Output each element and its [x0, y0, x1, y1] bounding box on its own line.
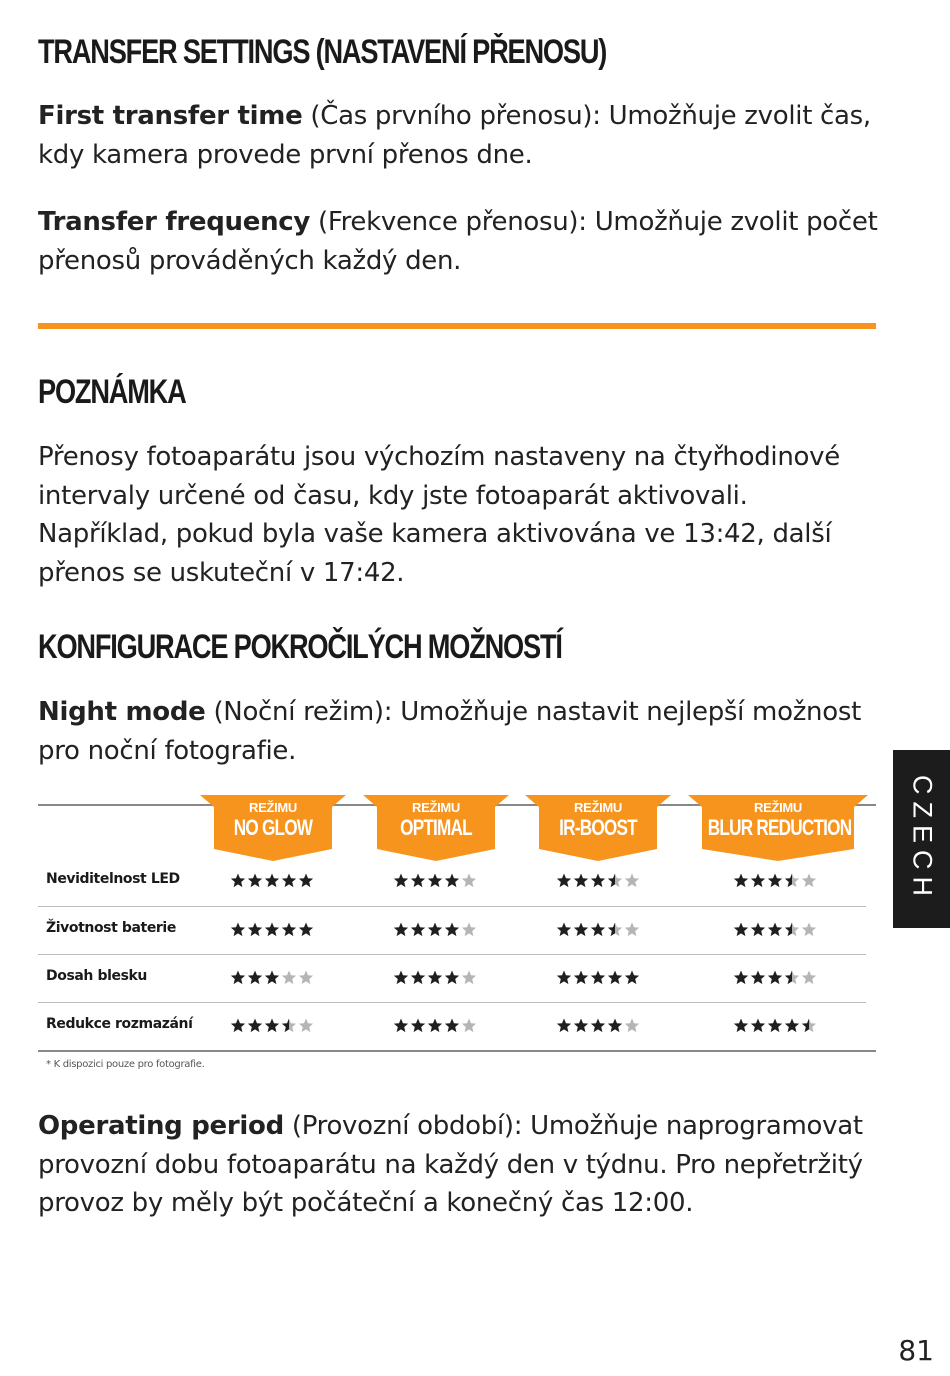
- star-icon: [265, 971, 279, 985]
- night-mode-desc: (Noční režim): Umožňuje nastavit nejlepší možnost pro noční fotografie.: [38, 697, 861, 766]
- star-icon: [625, 923, 639, 937]
- mode-badge-name: BLUR REDUCTION: [707, 815, 852, 840]
- operating-period-desc: (Provozní období): Umožňuje naprogramovat provozní dobu fotoaparátu na každý den v týdnu. Pro nepřetržitý provoz by měly být počáteční a konečný čas 12:00.: [38, 1111, 863, 1218]
- note-heading: POZNÁMKA: [38, 373, 186, 411]
- star-icon: [299, 1019, 313, 1033]
- star-icon: [608, 971, 622, 985]
- star-icon: [591, 971, 605, 985]
- star-icon: [751, 971, 765, 985]
- orange-divider: [38, 323, 876, 329]
- star-icon: [394, 1019, 408, 1033]
- star-icon: [557, 874, 571, 888]
- table-row-divider: [38, 954, 866, 955]
- language-side-tab-label: CZECH: [907, 775, 937, 903]
- star-icon: [751, 923, 765, 937]
- star-rating: [393, 970, 483, 986]
- star-icon: [574, 923, 588, 937]
- night-mode-paragraph: [38, 693, 883, 770]
- mode-badge-no-glow: [200, 793, 346, 863]
- star-rating: [556, 873, 646, 889]
- note-paragraph: Přenosy fotoaparátu jsou výchozím nastaveny na čtyřhodinové intervaly určené od času, kdy jste fotoaparát aktivovali. Například, pokud byla vaše kamera aktivována ve 13:42, další přenos se uskuteční v 17:42.: [38, 442, 840, 588]
- first-transfer-time-desc: (Čas prvního přenosu): Umožňuje zvolit čas, kdy kamera provede první přenos dne.: [38, 101, 871, 170]
- mode-badge-top-label: REŽIMU: [411, 800, 461, 815]
- mode-badge-ir-boost: [525, 793, 671, 863]
- star-icon: [768, 971, 782, 985]
- star-icon: [445, 971, 459, 985]
- star-icon: [785, 874, 799, 888]
- star-icon: [428, 1019, 442, 1033]
- star-rating: [733, 873, 823, 889]
- star-icon: [394, 923, 408, 937]
- mode-badge-blur-reduction: [688, 793, 868, 863]
- star-icon: [445, 923, 459, 937]
- star-icon: [591, 874, 605, 888]
- mode-badge-name: NO GLOW: [233, 815, 313, 840]
- star-icon: [248, 923, 262, 937]
- star-icon: [802, 923, 816, 937]
- star-icon: [557, 971, 571, 985]
- star-icon: [462, 874, 476, 888]
- star-icon: [574, 1019, 588, 1033]
- mode-badge-top-label: REŽIMU: [753, 800, 803, 815]
- star-icon: [557, 923, 571, 937]
- star-rating: [393, 922, 483, 938]
- transfer-frequency-desc: (Frekvence přenosu): Umožňuje zvolit počet přenosů prováděných každý den.: [38, 207, 878, 276]
- star-icon: [785, 971, 799, 985]
- star-icon: [265, 1019, 279, 1033]
- row-label-flash-range: Dosah blesku: [46, 968, 147, 984]
- night-mode-term: Night mode: [38, 697, 206, 727]
- star-icon: [231, 923, 245, 937]
- star-icon: [299, 874, 313, 888]
- star-icon: [625, 971, 639, 985]
- star-icon: [785, 923, 799, 937]
- star-icon: [751, 874, 765, 888]
- star-icon: [411, 1019, 425, 1033]
- mode-badge-top-label: REŽIMU: [248, 800, 298, 815]
- star-icon: [462, 1019, 476, 1033]
- star-icon: [785, 1019, 799, 1033]
- star-rating: [556, 970, 646, 986]
- star-icon: [734, 1019, 748, 1033]
- star-rating: [230, 873, 320, 889]
- star-icon: [265, 874, 279, 888]
- star-rating: [733, 922, 823, 938]
- star-icon: [462, 923, 476, 937]
- row-label-blur-reduction: Redukce rozmazání: [46, 1016, 193, 1032]
- star-icon: [751, 1019, 765, 1033]
- transfer-settings-heading: TRANSFER SETTINGS (NASTAVENÍ PŘENOSU): [38, 33, 607, 71]
- row-label-led-invisibility: Neviditelnost LED: [46, 871, 180, 887]
- star-icon: [231, 1019, 245, 1033]
- star-icon: [394, 971, 408, 985]
- mode-badge-name: OPTIMAL: [400, 815, 472, 840]
- transfer-frequency-paragraph: [38, 203, 883, 280]
- star-icon: [411, 874, 425, 888]
- first-transfer-time-paragraph: [38, 97, 883, 174]
- star-rating: [393, 1018, 483, 1034]
- star-icon: [248, 971, 262, 985]
- mode-badge-optimal: [363, 793, 509, 863]
- star-icon: [591, 1019, 605, 1033]
- mode-badge-name: IR-BOOST: [559, 815, 637, 840]
- star-icon: [802, 971, 816, 985]
- star-rating: [733, 970, 823, 986]
- star-icon: [231, 874, 245, 888]
- table-row-divider: [38, 906, 866, 907]
- star-icon: [802, 1019, 816, 1033]
- star-icon: [428, 874, 442, 888]
- star-icon: [768, 874, 782, 888]
- star-icon: [282, 923, 296, 937]
- star-rating: [230, 1018, 320, 1034]
- page-number: 81: [898, 1334, 934, 1367]
- mode-badge-top-label: REŽIMU: [573, 800, 623, 815]
- star-icon: [625, 874, 639, 888]
- star-icon: [608, 923, 622, 937]
- star-icon: [411, 923, 425, 937]
- star-icon: [608, 1019, 622, 1033]
- table-row-divider: [38, 1002, 866, 1003]
- star-icon: [428, 923, 442, 937]
- star-rating: [556, 922, 646, 938]
- star-icon: [802, 874, 816, 888]
- star-icon: [574, 874, 588, 888]
- star-rating: [230, 970, 320, 986]
- star-icon: [445, 874, 459, 888]
- transfer-frequency-term: Transfer frequency: [38, 207, 311, 237]
- star-rating: [393, 873, 483, 889]
- star-icon: [231, 971, 245, 985]
- star-rating: [733, 1018, 823, 1034]
- advanced-config-heading: KONFIGURACE POKROČILÝCH MOŽNOSTÍ: [38, 628, 562, 666]
- table-footnote: * K dispozici pouze pro fotografie.: [46, 1059, 205, 1070]
- star-icon: [734, 874, 748, 888]
- language-side-tab: [893, 750, 950, 928]
- star-icon: [768, 1019, 782, 1033]
- star-icon: [299, 923, 313, 937]
- star-icon: [248, 1019, 262, 1033]
- star-icon: [282, 971, 296, 985]
- star-icon: [248, 874, 262, 888]
- row-label-battery-life: Životnost baterie: [46, 920, 176, 936]
- star-icon: [411, 971, 425, 985]
- star-icon: [445, 1019, 459, 1033]
- first-transfer-time-term: First transfer time: [38, 101, 303, 131]
- operating-period-paragraph: [38, 1107, 883, 1223]
- star-icon: [608, 874, 622, 888]
- star-icon: [299, 971, 313, 985]
- star-icon: [557, 1019, 571, 1033]
- star-icon: [265, 923, 279, 937]
- star-icon: [734, 923, 748, 937]
- star-icon: [282, 874, 296, 888]
- star-icon: [591, 923, 605, 937]
- star-icon: [625, 1019, 639, 1033]
- star-icon: [574, 971, 588, 985]
- star-icon: [282, 1019, 296, 1033]
- operating-period-term: Operating period: [38, 1111, 284, 1141]
- star-icon: [734, 971, 748, 985]
- star-icon: [768, 923, 782, 937]
- star-icon: [428, 971, 442, 985]
- star-rating: [556, 1018, 646, 1034]
- table-bottom-line: [38, 1050, 876, 1052]
- star-rating: [230, 922, 320, 938]
- star-icon: [462, 971, 476, 985]
- star-icon: [394, 874, 408, 888]
